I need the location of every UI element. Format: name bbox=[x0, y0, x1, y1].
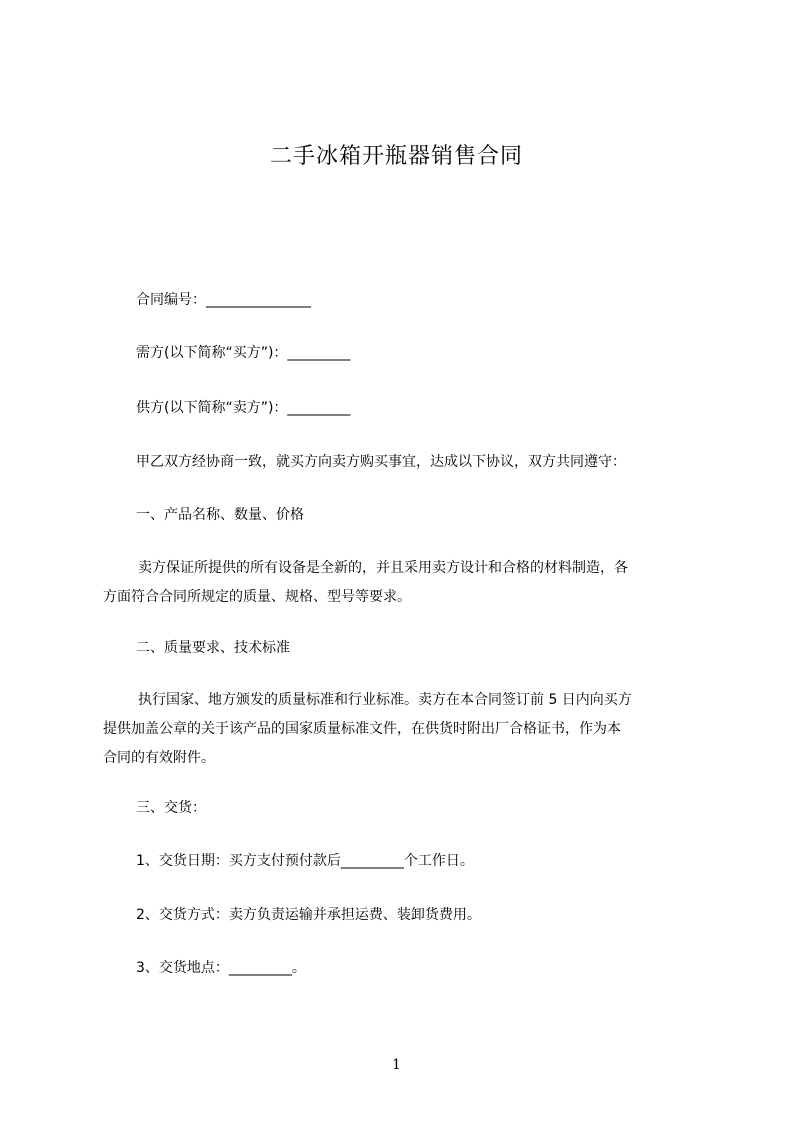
section-quality-paragraph bbox=[103, 686, 703, 773]
section-products-paragraph bbox=[103, 554, 703, 612]
buyer-line: 需方(以下简称“买方”)：_________ bbox=[136, 345, 351, 361]
paragraph-line: 方面符合合同所规定的质量、规格、型号等要求。 bbox=[103, 589, 411, 605]
contract-number-line: 合同编号：_______________ bbox=[136, 292, 311, 308]
delivery-method-line: 2、交货方式：卖方负责运输并承担运费、装卸货费用。 bbox=[136, 907, 481, 923]
section-heading-products: 一、产品名称、数量、价格 bbox=[136, 507, 304, 523]
paragraph-line: 合同的有效附件。 bbox=[103, 750, 215, 766]
section-heading-quality: 二、质量要求、技术标准 bbox=[136, 640, 290, 656]
page-number: 1 bbox=[392, 1057, 401, 1073]
delivery-place-line: 3、交货地点：_________。 bbox=[136, 960, 306, 976]
paragraph-line: 卖方保证所提供的所有设备是全新的，并且采用卖方设计和合格的材料制造，各 bbox=[138, 560, 628, 576]
section-heading-delivery: 三、交货： bbox=[136, 800, 206, 816]
seller-line: 供方(以下简称“卖方”)：_________ bbox=[136, 400, 351, 416]
paragraph-line: 执行国家、地方颁发的质量标准和行业标准。卖方在本合同签订前 5 日内向买方 bbox=[138, 692, 632, 708]
paragraph-line: 提供加盖公章的关于该产品的国家质量标准文件，在供货时附出厂合格证书，作为本 bbox=[103, 721, 621, 737]
intro-paragraph: 甲乙双方经协商一致，就买方向卖方购买事宜，达成以下协议，双方共同遵守： bbox=[136, 454, 626, 470]
delivery-date-line: 1、交货日期：买方支付预付款后_________个工作日。 bbox=[136, 853, 474, 869]
document-title: 二手冰箱开瓶器销售合同 bbox=[269, 144, 523, 169]
